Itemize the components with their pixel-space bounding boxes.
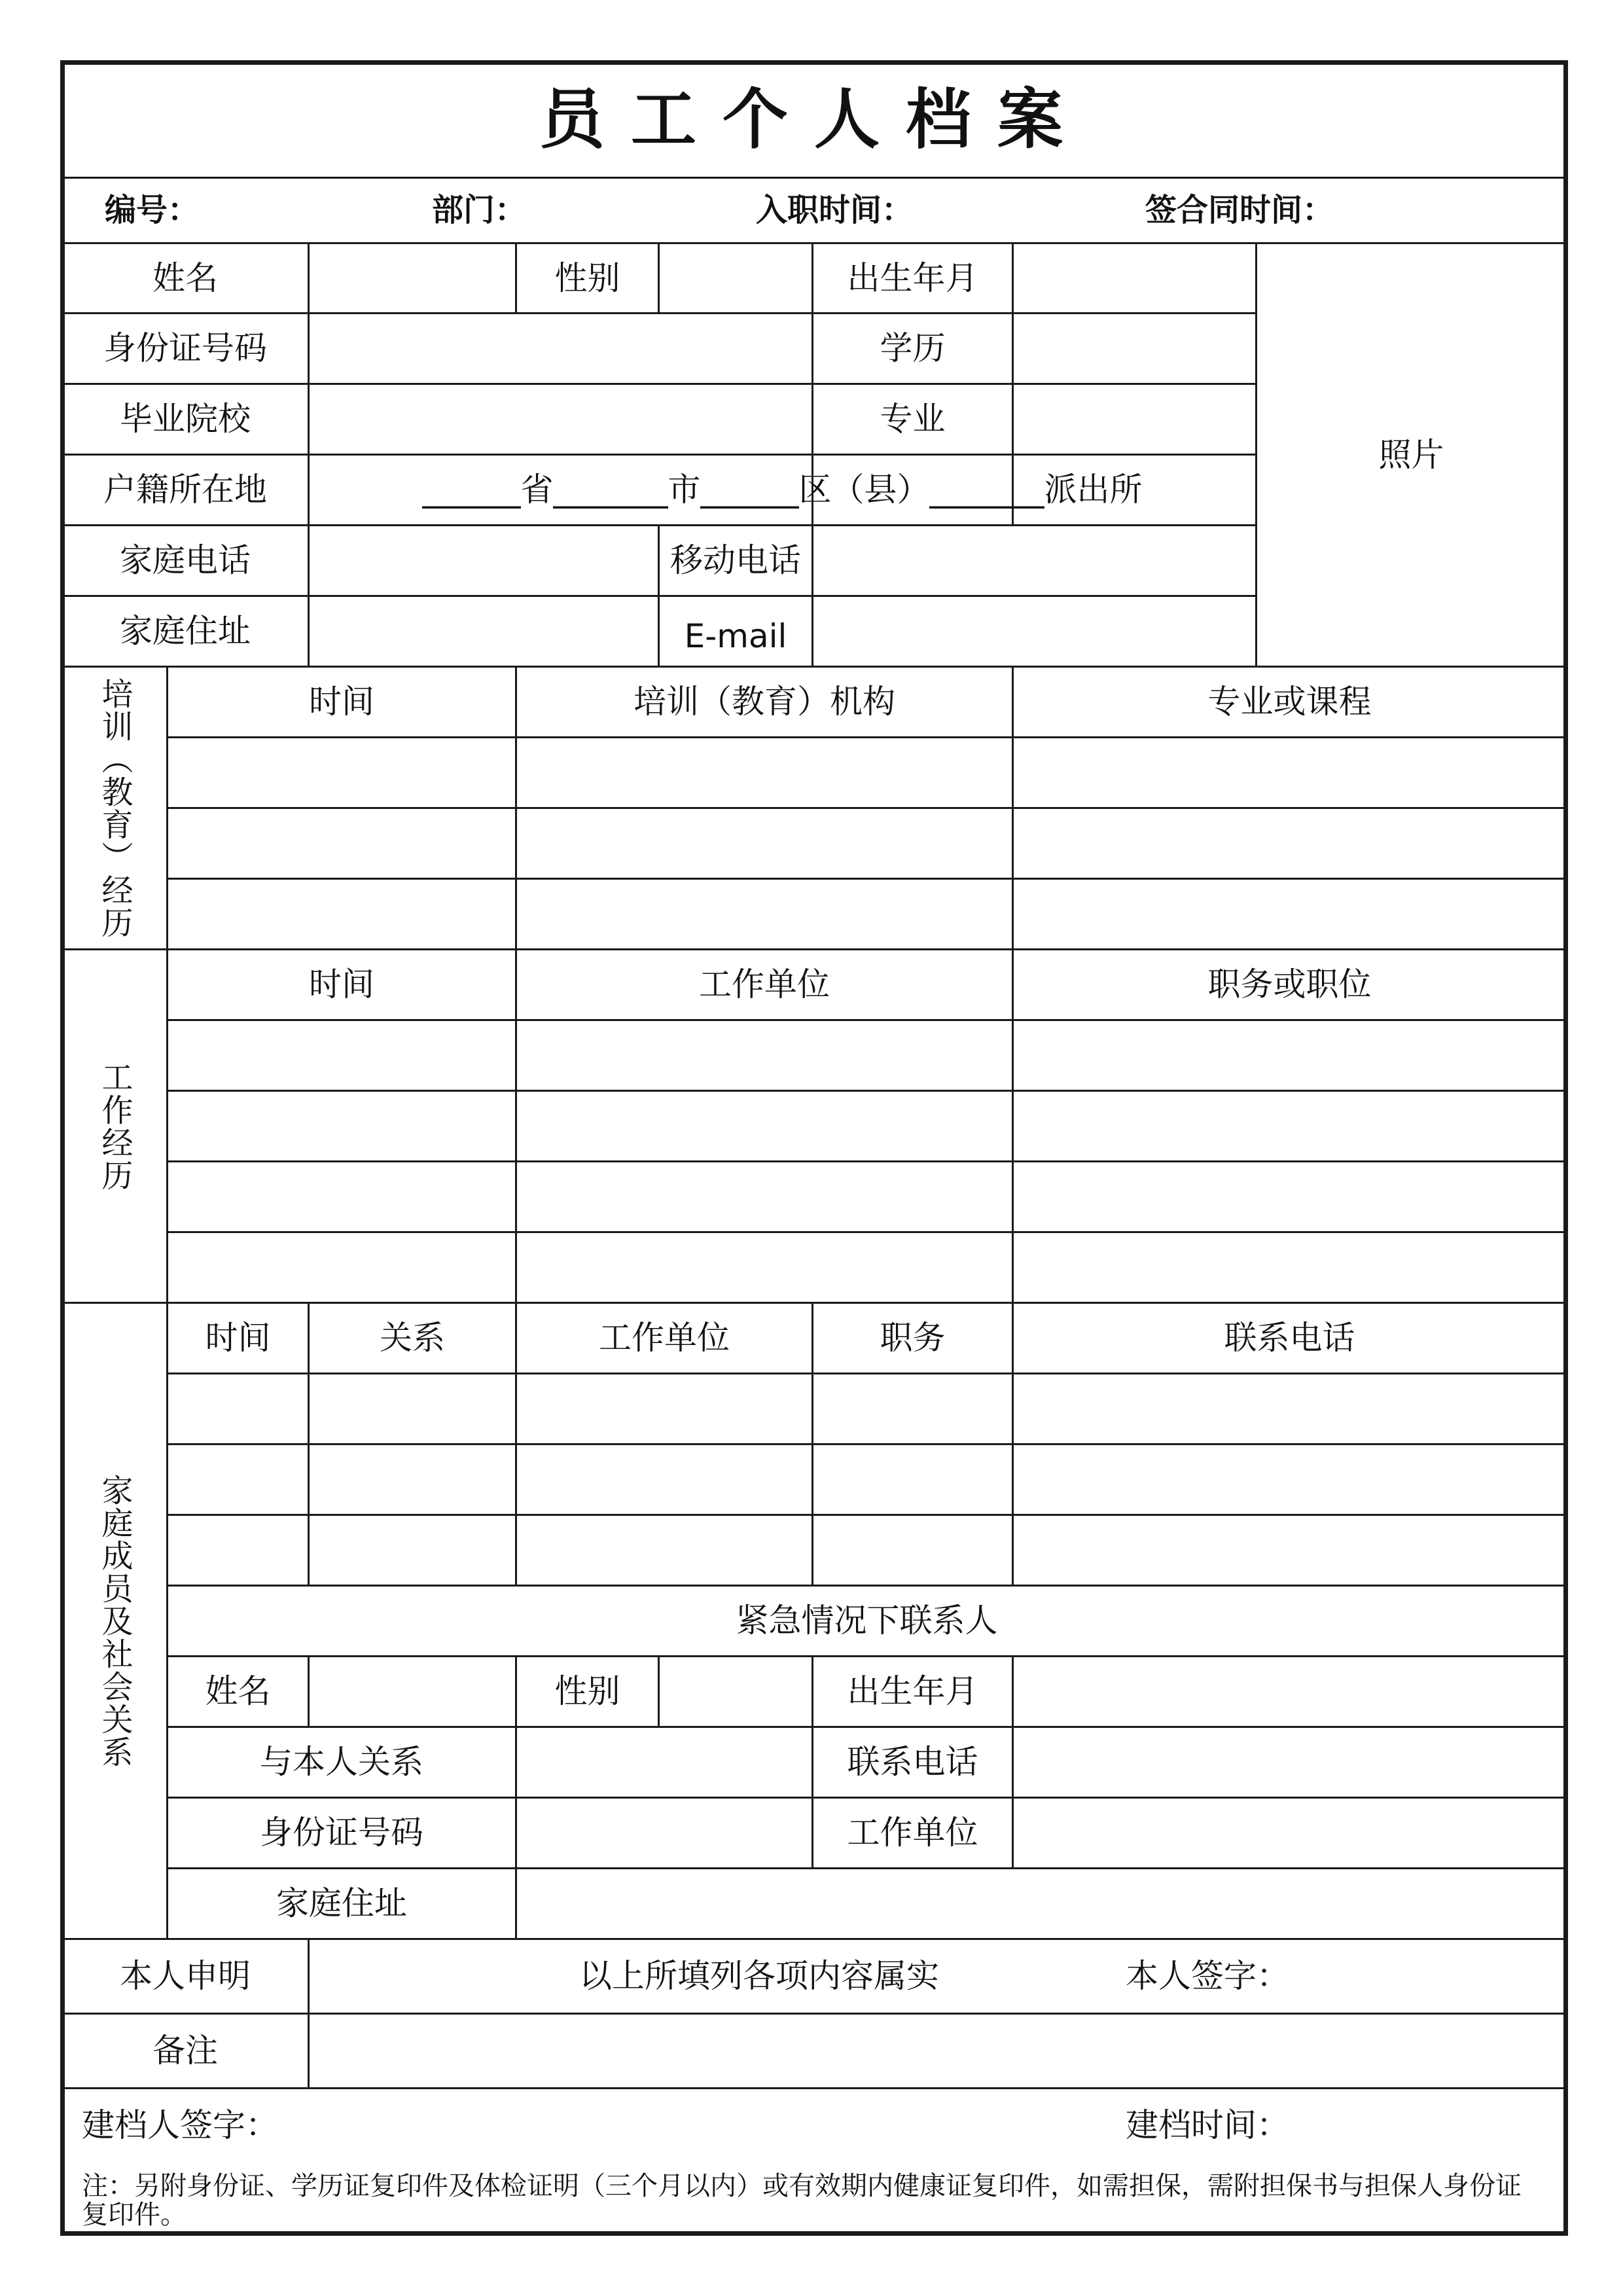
row-divider [166, 1090, 1565, 1092]
training-header-major: 专业或课程 [1207, 683, 1372, 721]
emergency-contact-title: 紧急情况下联系人 [736, 1602, 998, 1640]
gender-label: 性别 [554, 259, 620, 297]
id-number-label: 身份证号码 [103, 329, 267, 367]
emergency-workplace-label: 工作单位 [847, 1814, 978, 1852]
photo-area[interactable]: 照片 [1378, 435, 1444, 474]
birth-label: 出生年月 [847, 259, 978, 297]
emergency-gender-label: 性别 [554, 1672, 620, 1710]
emergency-id-label: 身份证号码 [260, 1814, 423, 1852]
col-divider [308, 1938, 310, 2087]
department-label: 部门： [432, 192, 527, 229]
emergency-phone-label: 联系电话 [847, 1743, 978, 1781]
row-divider [166, 807, 1565, 809]
major-label: 专业 [880, 400, 946, 438]
work-header-time: 时间 [309, 965, 374, 1003]
row-divider [166, 1231, 1565, 1233]
work-header-position: 职务或职位 [1207, 965, 1372, 1003]
hukou-value[interactable]: ______省_______市______区（县）_______派出所 [422, 471, 1143, 509]
emergency-address-label: 家庭住址 [276, 1884, 407, 1922]
training-header-time: 时间 [309, 683, 374, 721]
name-label: 姓名 [152, 259, 218, 297]
email-label: E-mail [684, 617, 787, 655]
col-divider [308, 1655, 310, 1726]
number-label: 编号： [105, 192, 200, 229]
family-header-relation: 关系 [380, 1319, 445, 1357]
filing-date-label[interactable]: 建档时间： [1126, 2106, 1289, 2144]
family-header-phone: 联系电话 [1224, 1319, 1355, 1357]
work-section-label: 工作经历 [96, 1060, 133, 1192]
family-header-employer: 工作单位 [599, 1319, 730, 1357]
declaration-text: 以上所填列各项内容属实 [579, 1957, 939, 1995]
col-divider [658, 1655, 660, 1726]
remarks-label: 备注 [152, 2032, 218, 2070]
row-divider [166, 1443, 1565, 1445]
col-divider [308, 242, 310, 666]
hire-date-label: 入职时间： [756, 192, 914, 229]
school-label: 毕业院校 [120, 400, 251, 438]
home-phone-label: 家庭电话 [120, 541, 251, 579]
col-divider [812, 524, 813, 666]
contract-date-label: 签合同时间： [1145, 192, 1334, 229]
filer-signature-label[interactable]: 建档人签字： [82, 2106, 278, 2144]
col-divider [1012, 1655, 1014, 1867]
row-divider [63, 2087, 1565, 2089]
family-header-time: 时间 [205, 1319, 271, 1357]
family-section-label: 家庭成员及社会关系 [96, 1473, 133, 1768]
col-divider [658, 242, 660, 313]
family-header-duty: 职务 [880, 1319, 946, 1357]
training-header-institution: 培训（教育）机构 [633, 683, 895, 721]
work-header-employer: 工作单位 [699, 965, 830, 1003]
hukou-label: 户籍所在地 [103, 471, 267, 509]
home-address-label: 家庭住址 [120, 612, 251, 650]
emergency-birth-label: 出生年月 [847, 1672, 978, 1710]
page-title: 员工个人档案 [539, 81, 1089, 158]
row-divider [166, 1019, 1565, 1021]
training-section-label: 培训（教育）经历 [96, 677, 133, 939]
footer-note: 注：另附身份证、学历证复印件及体检证明（三个月以内）或有效期内健康证复印件，如需担保，需附担保书与担保人身份证复印件。 [82, 2171, 1522, 2230]
declaration-label: 本人申明 [120, 1957, 251, 1995]
row-divider [166, 878, 1565, 880]
emergency-relation-label: 与本人关系 [260, 1743, 423, 1781]
mobile-label: 移动电话 [670, 541, 801, 579]
education-label: 学历 [880, 329, 946, 367]
row-divider [166, 1514, 1565, 1516]
row-divider [166, 1372, 1565, 1374]
row-divider [166, 736, 1565, 738]
self-signature-label[interactable]: 本人签字： [1126, 1957, 1289, 1995]
emergency-name-label: 姓名 [205, 1672, 271, 1710]
row-divider [166, 1160, 1565, 1162]
